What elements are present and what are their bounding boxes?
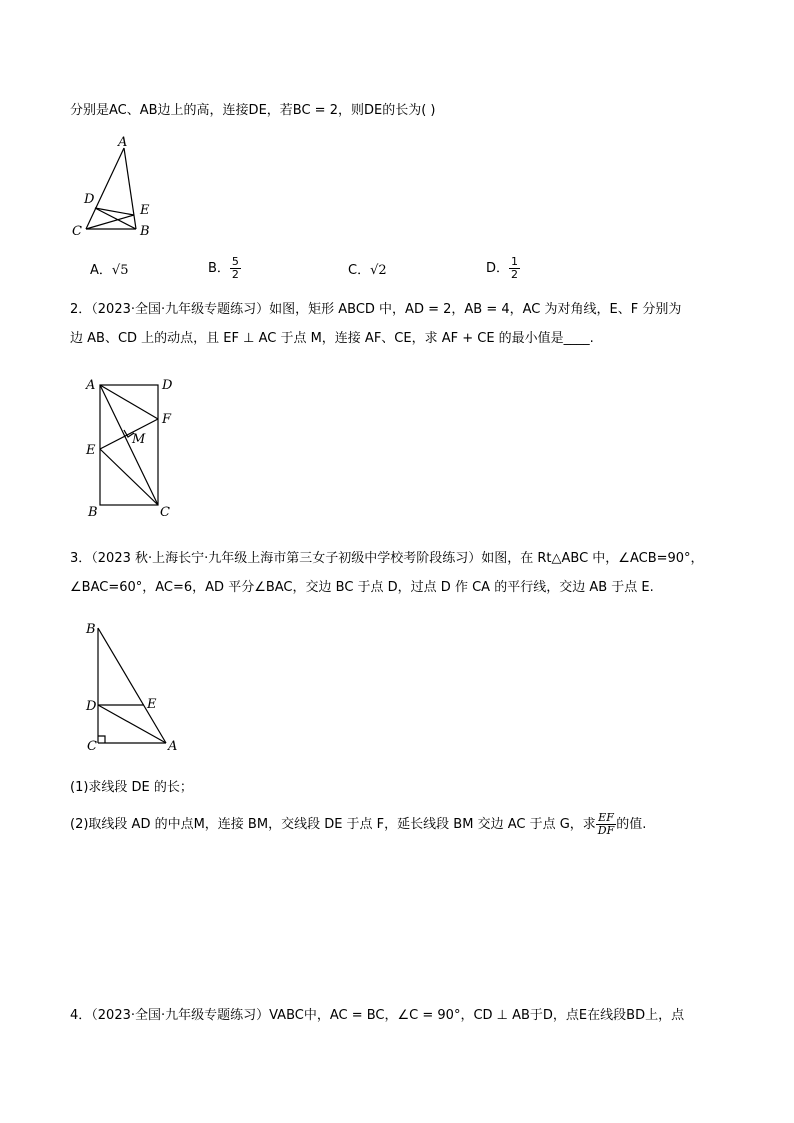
q1-label-c: C [72, 224, 82, 239]
q2-line2: 边 AB、CD 上的动点，且 EF ⊥ AC 于点 M，连接 AF、CE，求 AF + CE 的最小值是____. [70, 331, 594, 346]
q1-label-d: D [84, 192, 95, 207]
q2-label-c: C [160, 505, 170, 520]
q1-choice-d-num: 1 [511, 255, 519, 268]
q1-stem: 分别是AC、AB边上的高，连接DE，若BC = 2，则DE的长为( ) [70, 103, 436, 118]
q3-label-c: C [87, 739, 97, 754]
q3-sub2-text: (2)取线段 AD 的中点M，连接 BM，交线段 DE 于点 F，延长线段 BM 交边 AC 于点 G，求 [70, 817, 596, 832]
q3-sub2-den: DF [597, 824, 615, 837]
q1-choice-b-fraction [230, 256, 241, 281]
q3-sub2-fraction [596, 812, 616, 837]
q2-label-a: A [86, 378, 96, 393]
q1-choice-a [90, 261, 128, 281]
q1-choice-d-den: 2 [511, 268, 519, 281]
q2-label-d: D [162, 378, 173, 393]
q2-rectangle-figure [84, 372, 184, 520]
q3-sub2-end: 的值. [616, 817, 647, 832]
q1-choice-b-letter: B． [208, 261, 230, 276]
q2-label-e: E [86, 443, 96, 458]
q1-choice-b [208, 256, 241, 281]
q1-choice-d [486, 256, 520, 281]
q1-choice-c [348, 261, 387, 281]
q4-line1: 4．（2023·全国·九年级专题练习）VABC中，AC = BC，∠C = 90°，CD ⊥ AB于D，点E在线段BD上，点 [70, 1008, 685, 1023]
q2-label-b: B [88, 505, 98, 520]
q1-choice-b-num: 5 [231, 255, 239, 268]
q1-label-e: E [140, 203, 150, 218]
q1-label-a: A [118, 135, 128, 150]
q3-triangle-figure [84, 618, 184, 754]
q2-label-m: M [132, 432, 146, 447]
q1-triangle-figure [70, 132, 170, 242]
q1-choice-d-fraction [509, 256, 520, 281]
q1-label-b: B [140, 224, 150, 239]
q3-sub2-num: EF [596, 812, 616, 825]
q3-label-a: A [168, 739, 178, 754]
q3-line1: 3．（2023 秋·上海长宁·九年级上海市第三女子初级中学校考阶段练习）如图，在 Rt△ABC 中，∠ACB=90°， [70, 551, 704, 566]
q1-choice-d-letter: D． [486, 261, 510, 276]
q3-label-b: B [86, 622, 96, 637]
q1-choice-a-value: √5 [111, 263, 129, 278]
q1-choice-c-value: √2 [370, 263, 387, 278]
q3-sub2 [70, 812, 646, 837]
q2-label-f: F [162, 412, 172, 427]
q3-sub1: (1)求线段 DE 的长； [70, 780, 193, 795]
q1-choice-a-letter: A． [90, 263, 112, 278]
q2-line1: 2．（2023·全国·九年级专题练习）如图，矩形 ABCD 中，AD = 2，AB = 4，AC 为对角线，E、F 分别为 [70, 302, 682, 317]
q3-line2: ∠BAC=60°，AC=6，AD 平分∠BAC，交边 BC 于点 D，过点 D 作 CA 的平行线，交边 AB 于点 E. [70, 580, 654, 595]
q1-choice-c-letter: C． [348, 263, 371, 278]
q1-choice-b-den: 2 [231, 268, 239, 281]
q3-label-e: E [147, 697, 157, 712]
q3-label-d: D [86, 699, 97, 714]
